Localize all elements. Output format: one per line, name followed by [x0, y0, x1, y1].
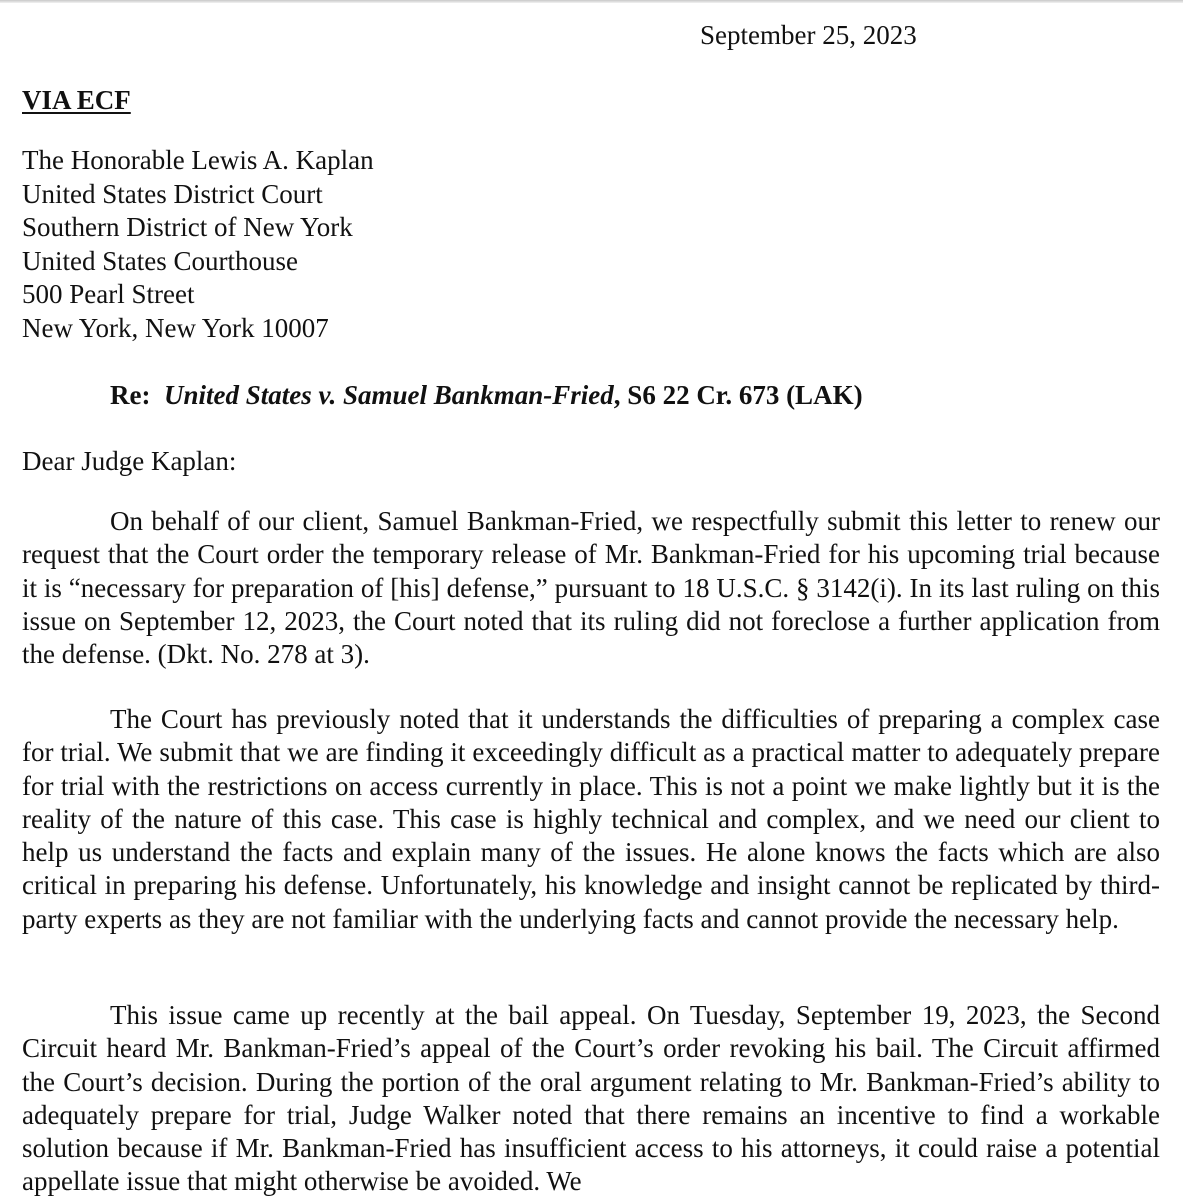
delivery-method: VIA ECF: [22, 85, 131, 115]
body-paragraph: The Court has previously noted that it understands the difficulties of preparing a complex case for trial. We submit that we are finding it exceedingly difficult as a practical matter to adequately prepare for trial with the restrictions on access currently in place. This is not a point we make lightly but it is the reality of the nature of this case. This case is highly technical and complex, and we need our client to help us understand the facts and explain many of the issues. He alone knows the facts which are also critical in preparing his defense. Unfortunately, his knowledge and insight cannot be replicated by third-party experts as they are not familiar with the underlying facts and cannot provide the necessary help.: [22, 704, 1160, 934]
address-line: 500 Pearl Street: [22, 279, 195, 309]
recipient-address: [22, 144, 374, 345]
case-number: , S6 22 Cr. 673 (LAK): [613, 380, 863, 410]
address-line: United States Courthouse: [22, 245, 298, 276]
body-paragraph: On behalf of our client, Samuel Bankman-Fried, we respectfully submit this letter to renew our request that the Court order the temporary release of Mr. Bankman-Fried for his upcoming trial because it is “necessary for preparation of [his] defense,” pursuant to 18 U.S.C. § 3142(i). In its last ruling on this issue on September 12, 2023, the Court noted that its ruling did not foreclose a further application from the defense. (Dkt. No. 278 at 3).: [22, 506, 1160, 670]
re-prefix: Re:: [110, 380, 151, 410]
page-top-edge: [0, 0, 1183, 3]
re-line: [110, 378, 863, 412]
address-line: New York, New York 10007: [22, 312, 329, 343]
address-line: Southern District of New York: [22, 212, 353, 242]
case-name: United States v. Samuel Bankman-Fried: [163, 380, 614, 410]
address-line: The Honorable Lewis A. Kaplan: [22, 145, 374, 175]
address-line: United States District Court: [22, 178, 323, 209]
salutation: Dear Judge Kaplan:: [22, 446, 237, 476]
letter-date: September 25, 2023: [700, 20, 917, 50]
body-paragraph: This issue came up recently at the bail appeal. On Tuesday, September 19, 2023, the Second Circuit heard Mr. Bankman-Fried’s appeal of the Court’s order revoking his bail. The Circuit affirmed the Court’s decision. During the portion of the oral argument relating to Mr. Bankman-Fried’s ability to adequately prepare for trial, Judge Walker noted that there remains an incentive to find a workable solution because if Mr. Bankman-Fried has insufficient access to his attorneys, it could raise a potential appellate issue that might otherwise be avoided. We: [22, 1000, 1160, 1197]
